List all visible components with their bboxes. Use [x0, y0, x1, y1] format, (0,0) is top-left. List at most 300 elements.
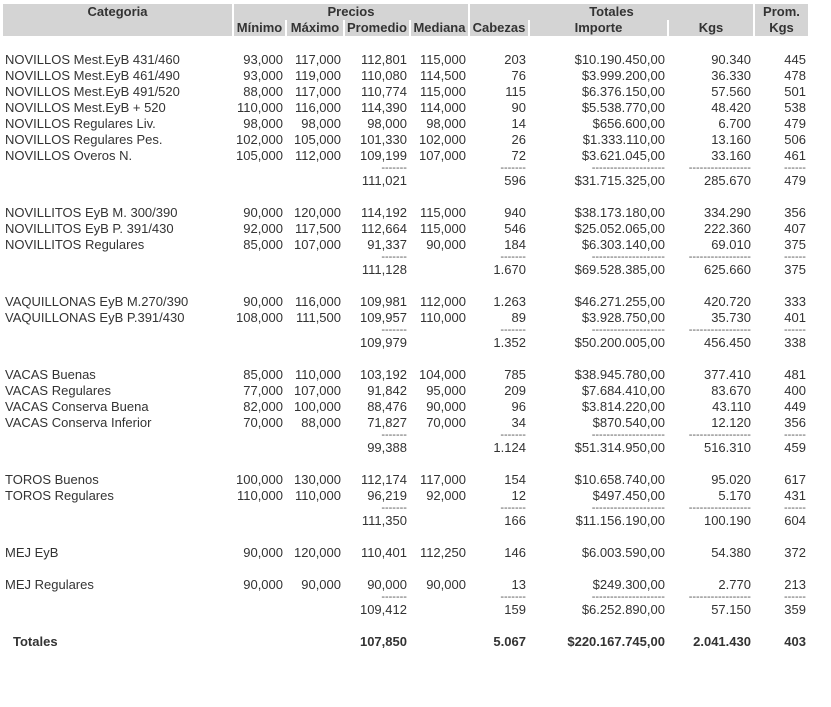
subtotal-divider [3, 504, 808, 513]
prom-kgs-cell: 481 [784, 367, 806, 382]
cabezas-cell: 940 [504, 205, 526, 220]
header-blank [3, 20, 232, 36]
minimo-cell: 100,000 [236, 472, 283, 487]
kgs-cell: 222.360 [703, 221, 751, 236]
importe-cell: $10.190.450,00 [574, 52, 665, 67]
category-cell: NOVILLOS Overos N. [5, 148, 133, 163]
cabezas-cell: 34 [511, 415, 526, 430]
table-row [3, 68, 808, 84]
subtotal-kgs: 625.660 [703, 262, 751, 277]
blank-cell [234, 634, 285, 650]
blank-cell [234, 262, 285, 278]
blank-cell [287, 335, 343, 351]
prom-kgs-cell: 445 [784, 52, 806, 67]
promedio-cell: 96,219 [367, 488, 407, 503]
subtotal-row [3, 335, 808, 351]
blank-cell [411, 326, 468, 335]
divider-kgs: ----------------- [688, 324, 751, 336]
promedio-cell: 109,981 [359, 294, 407, 309]
subtotal-importe: $51.314.950,00 [574, 440, 665, 455]
blank-cell [287, 253, 343, 262]
divider-cabezas: ------- [500, 502, 526, 514]
kgs-cell: 57.560 [711, 84, 751, 99]
importe-cell: $656.600,00 [592, 116, 665, 131]
blank-cell [411, 634, 468, 650]
blank-cell [287, 602, 343, 618]
kgs-cell: 2.770 [718, 577, 751, 592]
header-totales: Totales [470, 4, 753, 20]
category-cell: MEJ Regulares [5, 577, 94, 592]
blank-cell [411, 513, 468, 529]
prom-kgs-cell: 333 [784, 294, 806, 309]
blank-cell [287, 593, 343, 602]
subtotal-cabezas: 1.352 [493, 335, 526, 350]
subtotal-cabezas: 1.124 [493, 440, 526, 455]
blank-cell [3, 253, 232, 262]
category-cell: MEJ EyB [5, 545, 59, 560]
subtotal-kgs: 100.190 [703, 513, 751, 528]
table-row [3, 84, 808, 100]
prom-kgs-cell: 501 [784, 84, 806, 99]
header-importe: Importe [530, 20, 667, 36]
divider-importe: -------------------- [591, 502, 665, 514]
divider-importe: -------------------- [591, 162, 665, 174]
importe-cell: $1.333.110,00 [582, 132, 665, 147]
importe-cell: $870.540,00 [592, 415, 665, 430]
prom-kgs-cell: 400 [784, 383, 806, 398]
group-spacer [3, 36, 808, 52]
maximo-cell: 116,000 [294, 100, 341, 115]
maximo-cell: 130,000 [294, 472, 341, 487]
kgs-cell: 334.290 [703, 205, 751, 220]
cabezas-cell: 209 [504, 383, 526, 398]
header-cabezas: Cabezas [470, 20, 528, 36]
subtotal-divider [3, 164, 808, 173]
mediana-cell: 115,000 [419, 205, 466, 220]
blank-cell [3, 593, 232, 602]
mediana-cell: 115,000 [419, 84, 466, 99]
blank-cell [3, 513, 232, 529]
minimo-cell: 105,000 [236, 148, 283, 163]
promedio-cell: 71,827 [367, 415, 407, 430]
blank-cell [3, 335, 232, 351]
blank-cell [234, 513, 285, 529]
prom-kgs-cell: 375 [784, 237, 806, 252]
kgs-cell: 43.110 [712, 399, 751, 414]
blank-cell [287, 173, 343, 189]
blank-cell [3, 504, 232, 513]
prom-kgs-cell: 449 [784, 399, 806, 414]
blank-cell [234, 335, 285, 351]
importe-cell: $3.999.200,00 [581, 68, 665, 83]
subtotal-promedio: 109,412 [359, 602, 407, 617]
blank-cell [411, 431, 468, 440]
promedio-cell: 103,192 [359, 367, 407, 382]
table-row [3, 367, 808, 383]
maximo-cell: 117,000 [294, 52, 341, 67]
kgs-cell: 6.700 [718, 116, 751, 131]
mediana-cell: 112,250 [419, 545, 466, 560]
group-spacer [3, 529, 808, 545]
importe-cell: $3.928.750,00 [581, 310, 665, 325]
mediana-cell: 90,000 [426, 237, 466, 252]
divider-kgs: ----------------- [688, 429, 751, 441]
maximo-cell: 119,000 [294, 68, 341, 83]
subtotal-prom-kgs: 479 [784, 173, 806, 188]
blank-cell [411, 440, 468, 456]
subtotal-importe: $31.715.325,00 [574, 173, 665, 188]
maximo-cell: 107,000 [294, 237, 341, 252]
promedio-cell: 110,774 [360, 84, 407, 99]
mediana-cell: 114,000 [419, 100, 466, 115]
spacer-cell [3, 278, 808, 294]
subtotal-importe: $69.528.385,00 [574, 262, 665, 277]
importe-cell: $6.376.150,00 [581, 84, 665, 99]
spacer-cell [3, 529, 808, 545]
subtotal-prom-kgs: 375 [784, 262, 806, 277]
kgs-cell: 12.120 [711, 415, 751, 430]
blank-cell [287, 440, 343, 456]
minimo-cell: 110,000 [236, 100, 283, 115]
promedio-cell: 112,801 [360, 52, 407, 67]
row-spacer [3, 561, 808, 577]
subtotal-promedio: 111,021 [361, 173, 407, 188]
table-row [3, 294, 808, 310]
promedio-cell: 110,080 [360, 68, 407, 83]
prom-kgs-cell: 407 [784, 221, 806, 236]
subtotal-prom-kgs: 359 [784, 602, 806, 617]
minimo-cell: 93,000 [243, 52, 283, 67]
table-row [3, 472, 808, 488]
category-cell: TOROS Buenos [5, 472, 99, 487]
category-cell: NOVILLOS Mest.EyB + 520 [5, 100, 166, 115]
category-cell: TOROS Regulares [5, 488, 114, 503]
importe-cell: $7.684.410,00 [581, 383, 665, 398]
table-body [3, 36, 808, 650]
promedio-cell: 91,337 [367, 237, 407, 252]
prom-kgs-cell: 538 [784, 100, 806, 115]
spacer-cell [3, 618, 808, 634]
blank-cell [234, 602, 285, 618]
group-spacer [3, 351, 808, 367]
mediana-cell: 90,000 [426, 399, 466, 414]
mediana-cell: 98,000 [426, 116, 466, 131]
mediana-cell: 117,000 [419, 472, 466, 487]
totals-cabezas: 5.067 [493, 634, 526, 649]
divider-kgs: ----------------- [688, 251, 751, 263]
prom-kgs-cell: 479 [784, 116, 806, 131]
importe-cell: $3.814.220,00 [581, 399, 665, 414]
group-spacer [3, 189, 808, 205]
livestock-prices-table [1, 4, 810, 650]
divider-importe: -------------------- [591, 251, 665, 263]
importe-cell: $25.052.065,00 [574, 221, 665, 236]
table-row [3, 221, 808, 237]
promedio-cell: 110,401 [360, 545, 407, 560]
blank-cell [3, 173, 232, 189]
totals-importe: $220.167.745,00 [567, 634, 665, 649]
subtotal-divider [3, 431, 808, 440]
blank-cell [411, 335, 468, 351]
category-cell: NOVILLOS Regulares Pes. [5, 132, 163, 147]
category-cell: NOVILLITOS EyB P. 391/430 [5, 221, 174, 236]
mediana-cell: 102,000 [418, 132, 466, 147]
kgs-cell: 35.730 [711, 310, 751, 325]
promedio-cell: 112,174 [360, 472, 407, 487]
blank-cell [234, 504, 285, 513]
blank-cell [411, 164, 468, 173]
subtotal-prom-kgs: 459 [784, 440, 806, 455]
subtotal-prom-kgs: 338 [784, 335, 806, 350]
importe-cell: $6.303.140,00 [581, 237, 665, 252]
prom-kgs-cell: 401 [784, 310, 806, 325]
subtotal-row [3, 262, 808, 278]
divider-cabezas: ------- [500, 162, 526, 174]
divider-promedio: ------- [381, 324, 407, 336]
subtotal-divider [3, 593, 808, 602]
blank-cell [287, 513, 343, 529]
table-row [3, 383, 808, 399]
blank-cell [3, 602, 232, 618]
subtotal-promedio: 99,388 [367, 440, 407, 455]
header-maximo: Máximo [287, 20, 343, 36]
subtotal-promedio: 111,350 [361, 513, 407, 528]
totals-kgs: 2.041.430 [693, 634, 751, 649]
cabezas-cell: 90 [511, 100, 526, 115]
mediana-cell: 115,000 [419, 52, 466, 67]
importe-cell: $6.003.590,00 [581, 545, 665, 560]
blank-cell [287, 504, 343, 513]
divider-prom-kgs: ------ [783, 162, 806, 174]
importe-cell: $46.271.255,00 [574, 294, 665, 309]
category-cell: NOVILLOS Mest.EyB 431/460 [5, 52, 180, 67]
subtotal-promedio: 109,979 [359, 335, 407, 350]
divider-kgs: ----------------- [688, 591, 751, 603]
importe-cell: $497.450,00 [592, 488, 665, 503]
minimo-cell: 90,000 [243, 294, 283, 309]
minimo-cell: 90,000 [243, 545, 283, 560]
promedio-cell: 98,000 [367, 116, 407, 131]
mediana-cell: 112,000 [419, 294, 466, 309]
cabezas-cell: 1.263 [493, 294, 526, 309]
category-cell: NOVILLITOS EyB M. 300/390 [5, 205, 178, 220]
blank-cell [234, 173, 285, 189]
minimo-cell: 85,000 [243, 237, 283, 252]
subtotal-cabezas: 1.670 [493, 262, 526, 277]
subtotal-row [3, 440, 808, 456]
header-categoria: Categoria [3, 4, 232, 20]
blank-cell [287, 634, 343, 650]
divider-promedio: ------- [381, 251, 407, 263]
divider-prom-kgs: ------ [783, 502, 806, 514]
header-promedio: Promedio [347, 20, 407, 35]
blank-cell [411, 173, 468, 189]
mediana-cell: 104,000 [418, 367, 466, 382]
promedio-cell: 114,192 [360, 205, 407, 220]
blank-cell [234, 593, 285, 602]
cabezas-cell: 89 [511, 310, 526, 325]
divider-promedio: ------- [381, 429, 407, 441]
maximo-cell: 120,000 [294, 205, 341, 220]
blank-cell [411, 602, 468, 618]
divider-kgs: ----------------- [688, 502, 751, 514]
prom-kgs-cell: 372 [784, 545, 806, 560]
minimo-cell: 93,000 [243, 68, 283, 83]
importe-cell: $3.621.045,00 [581, 148, 665, 163]
header-mediana: Mediana [411, 20, 468, 36]
divider-prom-kgs: ------ [783, 324, 806, 336]
promedio-cell: 109,957 [359, 310, 407, 325]
cabezas-cell: 146 [504, 545, 526, 560]
maximo-cell: 105,000 [294, 132, 341, 147]
subtotal-kgs: 456.450 [703, 335, 751, 350]
cabezas-cell: 203 [504, 52, 526, 67]
cabezas-cell: 785 [504, 367, 526, 382]
divider-cabezas: ------- [500, 251, 526, 263]
promedio-cell: 112,664 [360, 221, 407, 236]
subtotal-importe: $11.156.190,00 [575, 513, 665, 528]
subtotal-cabezas: 166 [504, 513, 526, 528]
blank-cell [411, 253, 468, 262]
totals-promedio: 107,850 [359, 634, 407, 649]
table-row [3, 100, 808, 116]
kgs-cell: 90.340 [711, 52, 751, 67]
blank-cell [411, 262, 468, 278]
maximo-cell: 116,000 [294, 294, 341, 309]
prom-kgs-cell: 478 [784, 68, 806, 83]
importe-cell: $249.300,00 [592, 577, 665, 592]
minimo-cell: 77,000 [243, 383, 283, 398]
blank-cell [3, 164, 232, 173]
maximo-cell: 111,500 [295, 310, 341, 325]
category-cell: VAQUILLONAS EyB P.391/430 [5, 310, 185, 325]
promedio-cell: 101,330 [359, 132, 407, 147]
category-cell: NOVILLOS Mest.EyB 491/520 [5, 84, 180, 99]
header-kgs: Kgs [669, 20, 753, 36]
kgs-cell: 13.160 [711, 132, 751, 147]
kgs-cell: 54.380 [711, 545, 751, 560]
maximo-cell: 107,000 [294, 383, 341, 398]
cabezas-cell: 96 [511, 399, 526, 414]
cabezas-cell: 26 [511, 132, 526, 147]
spacer-cell [3, 351, 808, 367]
subtotal-importe: $50.200.005,00 [574, 335, 665, 350]
kgs-cell: 69.010 [711, 237, 751, 252]
subtotal-importe: $6.252.890,00 [581, 602, 665, 617]
table-row [3, 52, 808, 68]
subtotal-cabezas: 596 [504, 173, 526, 188]
subtotal-divider [3, 253, 808, 262]
cabezas-cell: 546 [504, 221, 526, 236]
importe-cell: $5.538.770,00 [581, 100, 665, 115]
category-cell: VACAS Buenas [5, 367, 96, 382]
divider-importe: -------------------- [591, 324, 665, 336]
header-precios: Precios [234, 4, 468, 20]
minimo-cell: 82,000 [243, 399, 283, 414]
mediana-cell: 90,000 [426, 577, 466, 592]
blank-cell [287, 326, 343, 335]
divider-cabezas: ------- [500, 591, 526, 603]
kgs-cell: 5.170 [718, 488, 751, 503]
minimo-cell: 90,000 [243, 205, 283, 220]
kgs-cell: 377.410 [703, 367, 751, 382]
blank-cell [234, 440, 285, 456]
mediana-cell: 107,000 [418, 148, 466, 163]
category-cell: NOVILLOS Mest.EyB 461/490 [5, 68, 180, 83]
maximo-cell: 110,000 [294, 488, 341, 503]
subtotal-row [3, 513, 808, 529]
spacer-cell [3, 561, 808, 577]
cabezas-cell: 76 [511, 68, 526, 83]
mediana-cell: 110,000 [419, 310, 466, 325]
table-row [3, 399, 808, 415]
cabezas-cell: 13 [511, 577, 526, 592]
prom-kgs-cell: 213 [784, 577, 806, 592]
subtotal-kgs: 516.310 [703, 440, 751, 455]
minimo-cell: 88,000 [243, 84, 283, 99]
kgs-cell: 83.670 [711, 383, 751, 398]
minimo-cell: 110,000 [236, 488, 283, 503]
minimo-cell: 102,000 [236, 132, 283, 147]
category-cell: NOVILLOS Regulares Liv. [5, 116, 156, 131]
divider-kgs: ----------------- [688, 162, 751, 174]
kgs-cell: 33.160 [711, 148, 751, 163]
kgs-cell: 420.720 [703, 294, 751, 309]
subtotal-divider [3, 326, 808, 335]
category-cell: VACAS Conserva Buena [5, 399, 149, 414]
mediana-cell: 115,000 [419, 221, 466, 236]
table-row [3, 545, 808, 561]
group-spacer [3, 278, 808, 294]
mediana-cell: 70,000 [426, 415, 466, 430]
divider-importe: -------------------- [591, 429, 665, 441]
prom-kgs-cell: 506 [784, 132, 806, 147]
totals-prom-kgs: 403 [784, 634, 806, 649]
cabezas-cell: 12 [511, 488, 526, 503]
blank-cell [3, 431, 232, 440]
divider-promedio: ------- [381, 591, 407, 603]
cabezas-cell: 72 [511, 148, 526, 163]
blank-cell [234, 326, 285, 335]
cabezas-cell: 14 [511, 116, 526, 131]
divider-prom-kgs: ------ [783, 591, 806, 603]
blank-cell [411, 504, 468, 513]
maximo-cell: 110,000 [294, 367, 341, 382]
promedio-cell: 114,390 [360, 100, 407, 115]
prom-kgs-cell: 431 [784, 488, 806, 503]
header-minimo: Mínimo [234, 20, 285, 36]
mediana-cell: 95,000 [426, 383, 466, 398]
subtotal-kgs: 285.670 [703, 173, 751, 188]
minimo-cell: 108,000 [236, 310, 283, 325]
maximo-cell: 90,000 [301, 577, 341, 592]
minimo-cell: 85,000 [243, 367, 283, 382]
mediana-cell: 114,500 [419, 68, 466, 83]
blank-cell [234, 431, 285, 440]
minimo-cell: 70,000 [243, 415, 283, 430]
group-spacer [3, 456, 808, 472]
subtotal-kgs: 57.150 [711, 602, 751, 617]
prom-kgs-cell: 356 [784, 205, 806, 220]
divider-prom-kgs: ------ [783, 251, 806, 263]
prom-kgs-cell: 461 [784, 148, 806, 163]
minimo-cell: 90,000 [243, 577, 283, 592]
category-cell: VACAS Conserva Inferior [5, 415, 152, 430]
mediana-cell: 92,000 [426, 488, 466, 503]
maximo-cell: 100,000 [294, 399, 341, 414]
divider-importe: -------------------- [591, 591, 665, 603]
maximo-cell: 98,000 [301, 116, 341, 131]
